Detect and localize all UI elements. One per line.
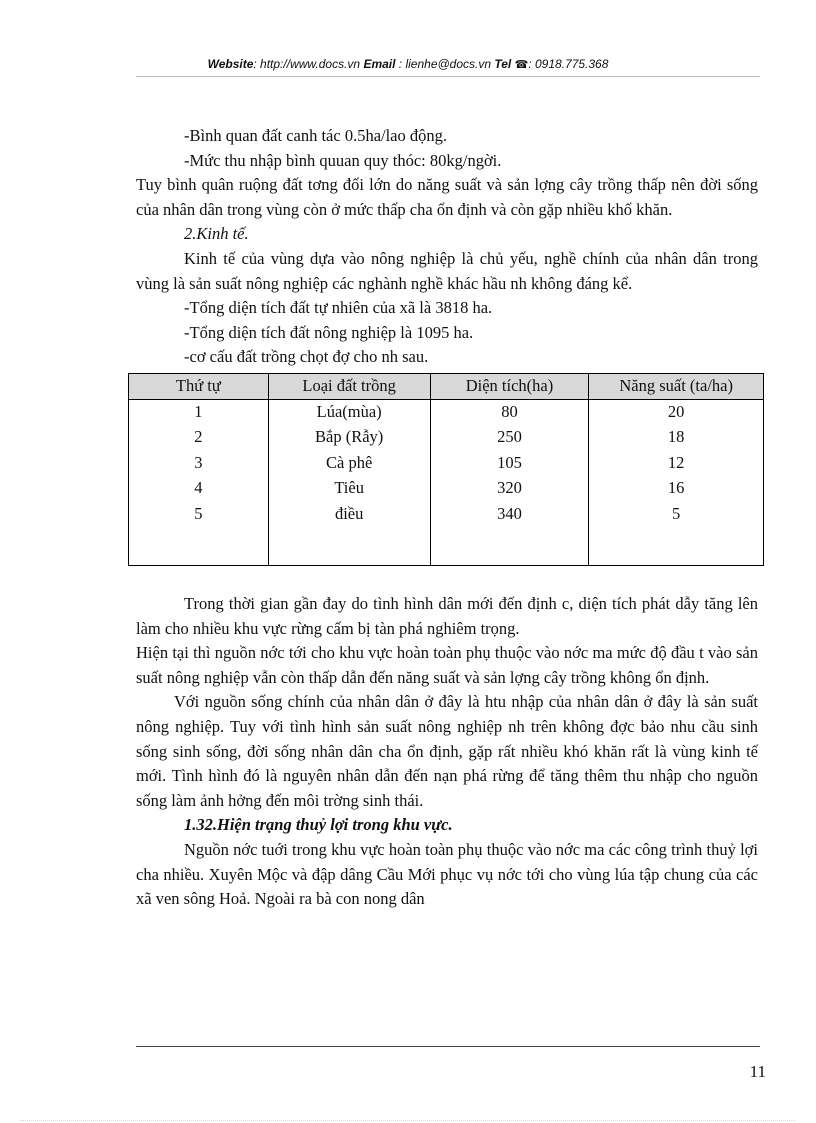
- cell-yield: 12: [589, 451, 764, 477]
- line-structure: -cơ cấu đất trồng chọt đợ cho nh sau.: [184, 347, 429, 367]
- col-header-yield: Năng suất (ta/ha): [589, 373, 764, 399]
- crop-table: [128, 373, 764, 566]
- cell-crop: Lúa(mùa): [268, 399, 430, 425]
- table-row: [129, 425, 764, 451]
- footer-divider: [136, 1046, 760, 1047]
- email-value[interactable]: : lienhe@docs.vn: [398, 57, 492, 71]
- para-forest: Trong thời gian gần đay do tình hình dân mới đến định c, diện tích phát dẫy tăng lên làm cho nhiều khu vực rừng cấm bị tàn phá nghiêm trọng.: [136, 594, 758, 638]
- col-header-order: Thứ tự: [129, 373, 269, 399]
- email-label: Email: [363, 57, 396, 71]
- website-label: Website: [207, 57, 254, 71]
- line-total-natural: -Tổng diện tích đất tự nhiên của xã là 3818 ha.: [184, 298, 493, 318]
- cell-crop: điều: [268, 502, 430, 528]
- cell-order: 1: [129, 399, 269, 425]
- line-avg-income: -Mức thu nhập bình quuan quy thóc: 80kg/ngời.: [184, 150, 502, 170]
- table-row: [129, 399, 764, 425]
- cell-order: 4: [129, 476, 269, 502]
- line-total-agri: -Tổng diện tích đất nông nghiệp là 1095 ha.: [184, 322, 474, 342]
- cell-order: 5: [129, 502, 269, 528]
- spacer: [136, 566, 758, 592]
- line-avg-land: -Bình quan đất canh tác 0.5ha/lao động.: [184, 126, 448, 145]
- website-url[interactable]: : http://www.docs.vn: [253, 57, 361, 71]
- phone-icon: ☎: [514, 59, 529, 71]
- para-livelihood: Với nguồn sống chính của nhân dân ở đây là htu nhập của nhân dân ở đây là sản suất nông nghiệp. Tuy với tình hình sản suất nông nghiệp nh trên không đợc bảo nhu cầu sinh sống sinh sống, đời sống nhân dân cha ổn định, gặp rất nhiều khó khăn rất là vùng kinh tế mới. Tình hình đó là nguyên nhân dẫn đến nạn phá rừng để tăng thêm thu nhập cho nguồn sống làm ảnh hởng đến môi trờng sinh thái.: [136, 692, 758, 810]
- table-row: [129, 502, 764, 528]
- para-water: Hiện tại thì nguồn nớc tới cho khu vực hoàn toàn phụ thuộc vào nớc ma mức độ đầu t vào sản suất nông nghiệp vẫn còn thấp dẫn đến năng suất và sản lợng cây trồng không ổn định.: [136, 643, 758, 687]
- header-divider: [136, 76, 760, 77]
- cell-order: 2: [129, 425, 269, 451]
- page-edge: [20, 1120, 796, 1121]
- cell-yield: 16: [589, 476, 764, 502]
- table-header-row: [129, 373, 764, 399]
- tel-value: : 0918.775.368: [528, 57, 609, 71]
- page-header: [0, 57, 816, 71]
- cell-crop: Cà phê: [268, 451, 430, 477]
- col-header-crop: Loại đất trồng: [268, 373, 430, 399]
- tel-label: Tel: [494, 57, 512, 71]
- table-row: [129, 451, 764, 477]
- page-body: [136, 124, 758, 912]
- cell-area: 80: [430, 399, 589, 425]
- heading-irrigation: 1.32.Hiện trạng thuỷ lợi trong khu vực.: [184, 815, 453, 835]
- cell-area: 250: [430, 425, 589, 451]
- para-irrigation: Nguồn nớc tuới trong khu vực hoàn toàn phụ thuộc vào nớc ma các công trình thuỷ lợi cha nhiều. Xuyên Mộc và đập dâng Cầu Mới phục vụ nớc tới cho vùng lúa tập chung của các xã ven sông Hoả. Ngoài ra bà con nong dân: [136, 839, 758, 909]
- cell-yield: 18: [589, 425, 764, 451]
- table-row: [129, 476, 764, 502]
- cell-area: 105: [430, 451, 589, 477]
- table-empty-row: [129, 527, 764, 566]
- para-living: Tuy bình quân ruộng đất tơng đối lớn do năng suất và sản lợng cây trồng thấp nên đời sống của nhân dân trong vùng còn ở mức thấp cha ổn định và còn gặp nhiều khố khăn.: [136, 175, 758, 219]
- cell-crop: Tiêu: [268, 476, 430, 502]
- cell-yield: 20: [589, 399, 764, 425]
- para-economy: Kinh tế của vùng dựa vào nông nghiệp là chủ yếu, nghề chính của nhân dân trong vùng là sản suất nông nghiệp các nghành nghề khác hầu nh không đáng kể.: [136, 248, 758, 293]
- col-header-area: Diện tích(ha): [430, 373, 589, 399]
- page-number: 11: [749, 1062, 766, 1081]
- heading-economy: 2.Kinh tế.: [184, 224, 249, 244]
- cell-order: 3: [129, 451, 269, 477]
- cell-area: 320: [430, 476, 589, 502]
- cell-crop: Bắp (Rẫy): [268, 425, 430, 451]
- cell-yield: 5: [589, 502, 764, 528]
- cell-area: 340: [430, 502, 589, 528]
